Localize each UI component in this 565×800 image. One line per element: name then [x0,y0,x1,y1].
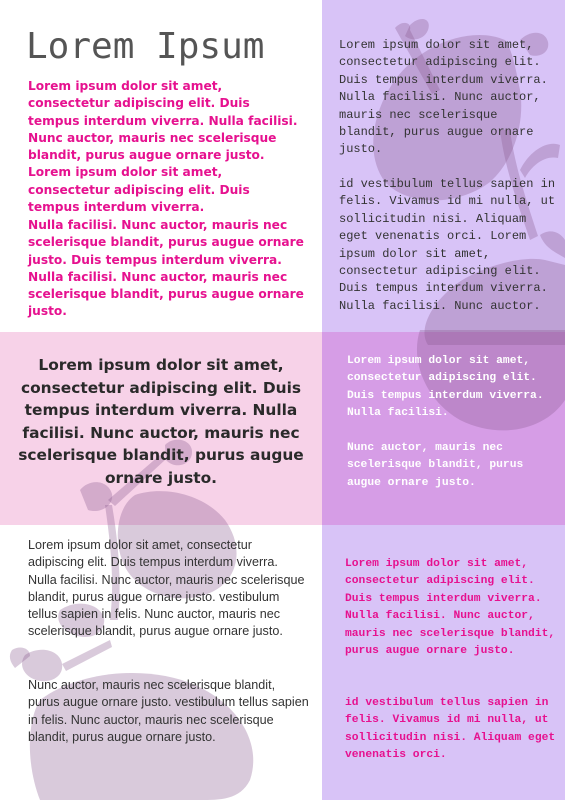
intro-paragraph-1: Lorem ipsum dolor sit amet, consectetur adipiscing elit. Duis tempus interdum viverra. Nulla facilisi. Nunc auctor, mauris nec scelerisque blandit, purus augue ornare justo. Lorem ipsum dolor sit amet, consectetur adipiscing elit. Duis tempus interdum viverra. [28,79,298,215]
pull-quote: Lorem ipsum dolor sit amet, consectetur adipiscing elit. Duis tempus interdum viverra. Nulla facilisi. Nunc auctor, mauris nec scelerisque blandit, purus augue ornare justo. [18,356,304,487]
middle-right-paragraph-2: Nunc auctor, mauris nec scelerisque blandit, purus augue ornare justo. [347,442,524,489]
bottom-left-paragraph-2: Nunc auctor, mauris nec scelerisque blandit, purus augue ornare justo. vestibulum tellus sapien in felis. Nunc auctor, mauris nec scelerisque blandit, purus augue ornare justo. [28,678,309,744]
bottom-left-paragraph-1: Lorem ipsum dolor sit amet, consectetur adipiscing elit. Duis tempus interdum viverra. Nulla facilisi. Nunc auctor, mauris nec scelerisque blandit, purus augue ornare justo. vestibulum tellus sapien in felis. Nunc auctor, mauris nec scelerisque blandit, purus augue ornare justo. [28,538,305,639]
bottom-right-paragraph-2: id vestibulum tellus sapien in felis. Vivamus id mi nulla, ut sollicitudin nisi. Aliquam eget venenatis orci. [345,697,556,762]
intro-paragraph-2: Nulla facilisi. Nunc auctor, mauris nec scelerisque blandit, purus augue ornare justo. Duis tempus interdum viverra. Nulla facilisi. Nunc auctor, mauris nec scelerisque blandit, purus augue ornare justo. [28,218,304,319]
page-title: Lorem Ipsum [26,26,265,67]
right-column-paragraph-1: Lorem ipsum dolor sit amet, consectetur adipiscing elit. Duis tempus interdum viverra. Nulla facilisi. Nunc auctor, mauris nec scelerisque blandit, purus augue ornare justo. [339,38,548,157]
bottom-right-paragraph-1: Lorem ipsum dolor sit amet, consectetur adipiscing elit. Duis tempus interdum viverra. Nulla facilisi. Nunc auctor, mauris nec scelerisque blandit, purus augue ornare justo. [345,558,556,658]
right-column-paragraph-2: id vestibulum tellus sapien in felis. Vivamus id mi nulla, ut sollicitudin nisi. Aliquam eget venenatis orci. Lorem ipsum dolor sit amet, consectetur adipiscing elit. Duis tempus interdum viverra. Nulla facilisi. Nunc auctor. [339,177,556,313]
middle-right-paragraph-1: Lorem ipsum dolor sit amet, consectetur adipiscing elit. Duis tempus interdum viverra. Nulla facilisi. [347,355,544,420]
